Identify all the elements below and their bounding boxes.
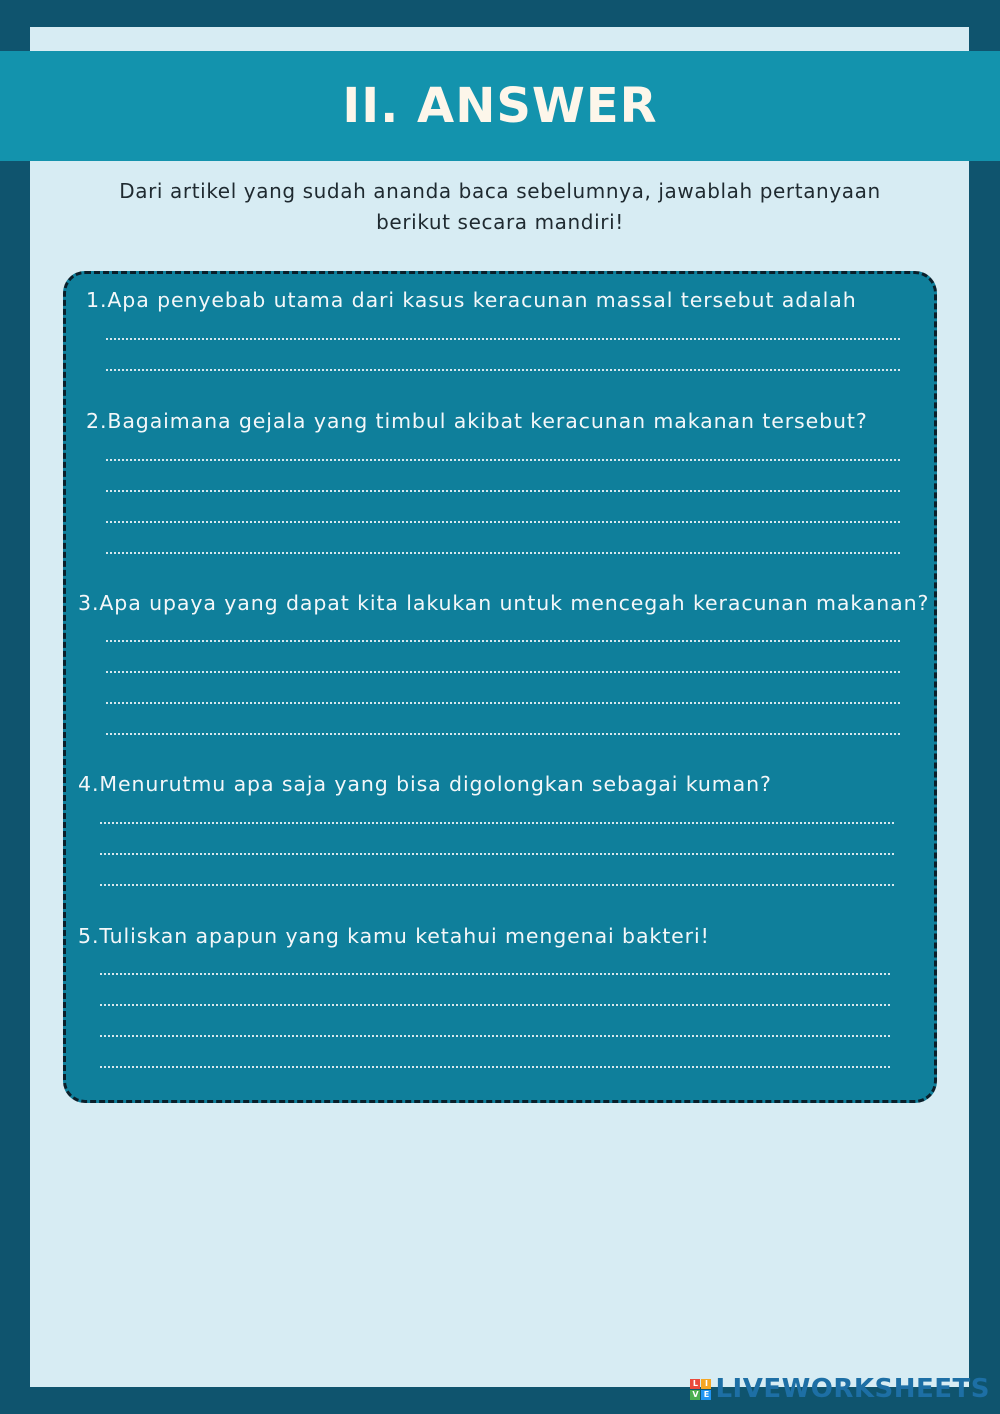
answer-line-1-2[interactable] — [106, 367, 900, 371]
answer-line-3-3[interactable] — [106, 700, 900, 704]
answer-line-5-1[interactable] — [100, 971, 890, 975]
answer-line-4-3[interactable] — [100, 882, 894, 886]
answer-line-2-1[interactable] — [106, 457, 900, 461]
question-2: 2.Bagaimana gejala yang timbul akibat keracunan makanan tersebut? — [86, 409, 868, 433]
answer-line-3-4[interactable] — [106, 731, 900, 735]
instructions-line-2: berikut secara mandiri! — [376, 210, 624, 234]
answer-line-3-1[interactable] — [106, 638, 900, 642]
answer-line-3-2[interactable] — [106, 669, 900, 673]
answer-line-2-4[interactable] — [106, 550, 900, 554]
instructions-line-1: Dari artikel yang sudah ananda baca sebelumnya, jawablah pertanyaan — [119, 179, 881, 203]
answer-line-5-3[interactable] — [100, 1033, 890, 1037]
title-banner — [0, 51, 1000, 161]
answer-box — [63, 271, 937, 1103]
answer-line-2-2[interactable] — [106, 488, 900, 492]
answer-line-1-1[interactable] — [106, 336, 900, 340]
question-1: 1.Apa penyebab utama dari kasus keracunan massal tersebut adalah — [86, 288, 857, 312]
question-5: 5.Tuliskan apapun yang kamu ketahui mengenai bakteri! — [78, 924, 710, 948]
answer-line-4-2[interactable] — [100, 851, 894, 855]
liveworksheets-brand: LIVEWORKSHEETS — [715, 1374, 990, 1404]
page-title: II. ANSWER — [342, 78, 658, 134]
instructions — [70, 176, 930, 238]
question-3: 3.Apa upaya yang dapat kita lakukan untuk mencegah keracunan makanan? — [78, 591, 930, 615]
liveworksheets-logo-icon: L I V E — [690, 1379, 711, 1400]
answer-line-2-3[interactable] — [106, 519, 900, 523]
answer-line-5-2[interactable] — [100, 1002, 890, 1006]
question-4: 4.Menurutmu apa saja yang bisa digolongkan sebagai kuman? — [78, 772, 772, 796]
liveworksheets-logo — [690, 1374, 990, 1404]
answer-line-4-1[interactable] — [100, 820, 894, 824]
answer-line-5-4[interactable] — [100, 1064, 890, 1068]
